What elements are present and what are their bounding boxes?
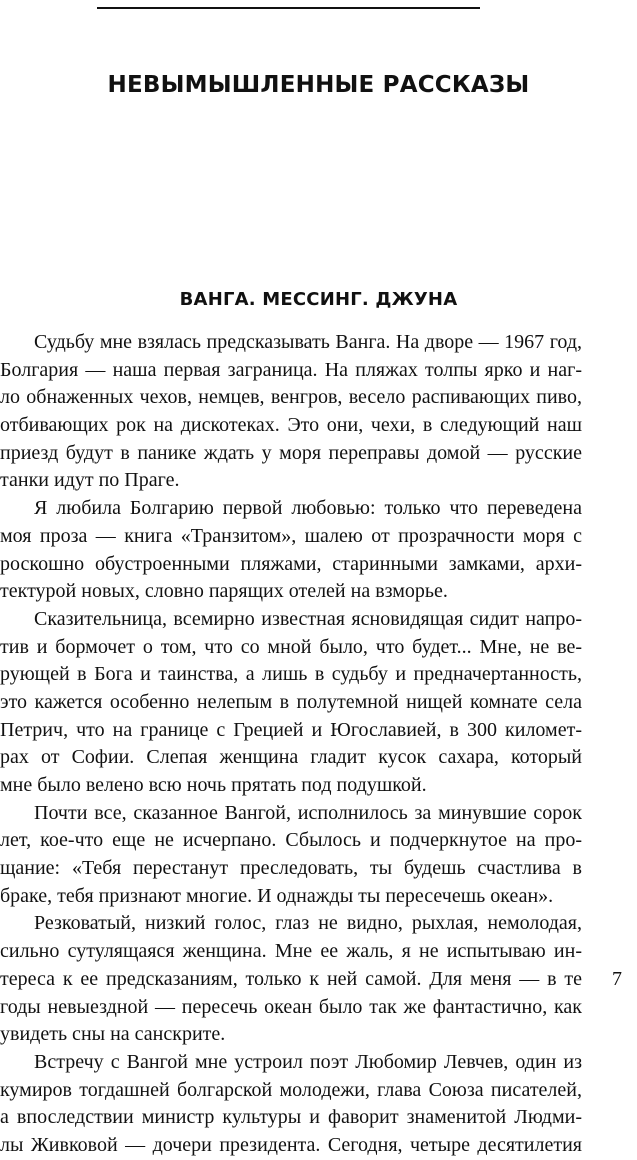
text-line: тектурой новых, словно парящих отелей на взморье.: [0, 580, 448, 603]
text-line: Петрич, что на границе с Грецией и Югославией, в 300 километ-: [0, 718, 582, 741]
text-line: лы Живковой — дочери президента. Сегодня, четыре десятилетия: [0, 1133, 582, 1156]
text-line: увидеть сны на санскрите.: [0, 1023, 226, 1046]
text-line: это кажется особенно нелепым в полутемной нищей комнате села: [0, 690, 582, 713]
text-line: Сказительница, всемирно известная ясновидящая сидит напро-: [34, 607, 582, 630]
text-line: роскошно обустроенными пляжами, старинными замками, архи-: [0, 552, 582, 575]
text-line: тереса к ее предсказаниям, только к ней самой. Для меня — в те: [0, 967, 582, 990]
section-title: НЕВЫМЫШЛЕННЫЕ РАССКАЗЫ: [107, 72, 530, 98]
text-line: Судьбу мне взялась предсказывать Ванга. На дворе — 1967 год,: [34, 331, 582, 353]
text-line: сильно сутулящаяся женщина. Мне ее жаль, я не испытываю ин-: [0, 940, 582, 963]
text-line: отбивающих рок на дискотеках. Это они, чехи, в следующий наш: [0, 414, 582, 437]
text-line: а впоследствии министр культуры и фаворит знаменитой Людми-: [0, 1106, 582, 1129]
text-line: Резковатый, низкий голос, глаз не видно, рыхлая, немолодая,: [34, 912, 582, 935]
text-line: приезд будут в панике ждать у моря переправы домой — русские: [0, 441, 582, 464]
chapter-title: ВАНГА. МЕССИНГ. ДЖУНА: [179, 289, 458, 310]
text-line: Я любила Болгарию первой любовью: только что переведена: [34, 497, 582, 520]
text-line: танки идут по Праге.: [0, 469, 180, 492]
text-line: моя проза — книга «Транзитом», шалею от прозрачности моря с: [0, 524, 582, 547]
text-line: Почти все, сказанное Вангой, исполнилось за минувшие сорок: [34, 801, 582, 824]
page-number: 7: [612, 968, 622, 990]
top-rule: [97, 7, 480, 9]
text-line: годы невыездной — пересечь океан было так же фантастично, как: [0, 995, 582, 1018]
text-line: тив и бормочет о том, что со мной было, что будет... Мне, не ве-: [0, 635, 582, 658]
text-line: браке, тебя признают многие. И однажды ты пересечешь океан».: [0, 884, 554, 907]
text-line: щание: «Тебя перестанут преследовать, ты будешь счастлива в: [0, 857, 582, 880]
text-line: рующей в Бога и таинства, а лишь в судьбу и предначертанность,: [0, 663, 582, 686]
body-text: [0, 329, 582, 1160]
text-line: ло обнаженных чехов, немцев, венгров, весело распивающих пиво,: [0, 386, 582, 409]
text-line: кумиров тогдашней болгарской молодежи, глава Союза писателей,: [0, 1078, 582, 1101]
text-line: мне было велено всю ночь прятать под подушкой.: [0, 774, 427, 796]
text-line: рах от Софии. Слепая женщина гладит кусок сахара, который: [0, 746, 582, 769]
text-line: лет, кое-что еще не исчерпано. Сбылось и подчеркнутое на про-: [0, 829, 582, 852]
text-line: Болгария — наша первая заграница. На пляжах толпы ярко и наг-: [0, 358, 582, 381]
text-line: Встречу с Вангой мне устроил поэт Любомир Левчев, один из: [34, 1050, 582, 1073]
